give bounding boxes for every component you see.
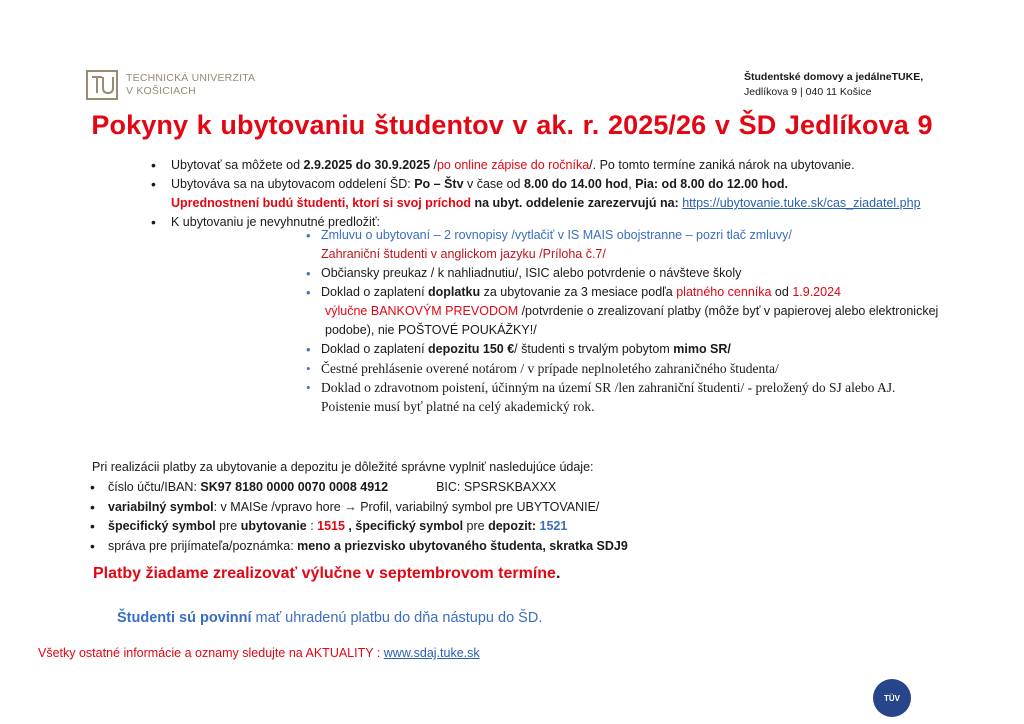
text: Ubytováva sa na ubytovacom oddelení ŠD:	[171, 177, 415, 191]
text: :	[306, 519, 318, 533]
text: .	[555, 565, 561, 582]
payment-deadline-note	[93, 565, 560, 583]
price-date: 1.9.2024	[792, 285, 841, 299]
required-docs-list	[321, 226, 1001, 416]
text: pre	[463, 519, 489, 533]
text: /potvrdenie o zrealizovaní platby (môže byť v papierovej alebo elektronickej	[518, 304, 939, 318]
text: za ubytovanie za 3 mesiace podľa	[480, 285, 677, 299]
text: pre	[215, 519, 241, 533]
label: správa pre prijímateľa/poznámka:	[108, 538, 298, 553]
sub-item-contract: • Zmluvu o ubytovaní – 2 rovnopisy /vytlačiť v IS MAIS obojstranne – pozri tlač zmluvy/	[321, 226, 1001, 245]
logo-line2: V KOŠICIACH	[126, 85, 196, 97]
label: variabilný symbol	[108, 499, 214, 514]
payment-variable-symbol	[108, 498, 628, 518]
text: Platby žiadame zrealizovať výlučne v septembrovom termíne	[93, 565, 556, 582]
list-item-dates	[171, 156, 991, 175]
text: na ubyt. oddelenie zarezervujú na:	[471, 196, 683, 210]
text: od	[771, 285, 793, 299]
date-range: 2.9.2025 do 30.9.2025	[303, 158, 431, 172]
list-item-hours	[171, 175, 991, 194]
payment-iban	[108, 478, 628, 498]
sub-item-contract-foreign: Zahraniční študenti v anglickom jazyku /Príloha č.7/	[321, 247, 606, 261]
students-obligation-note	[117, 610, 542, 626]
text: číslo účtu/IBAN:	[108, 480, 201, 494]
price-list: platného cenníka	[676, 285, 772, 299]
page-title: Pokyny k ubytovaniu študentov v ak. r. 2025/26 v ŠD Jedlíkova 9	[91, 110, 933, 140]
text: Doklad o zaplatení	[321, 342, 429, 356]
text: Ubytovať sa môžete od	[171, 158, 304, 172]
text: Všetky ostatné informácie a oznamy sledujte na AKTUALITY :	[38, 646, 384, 660]
sub-item-insurance-cont: Poistenie musí byť platné na celý akademický rok.	[321, 399, 595, 414]
text: v čase od	[463, 177, 524, 191]
sub-item-deposit	[321, 340, 1001, 359]
deposit-amount: depozitu 150 €	[428, 342, 515, 356]
priority-note: Uprednostnení budú študenti, ktorí si svoj príchod	[171, 196, 472, 210]
deposit-symbol: 1521	[536, 519, 568, 533]
tuv-certification-badge: TÜV	[873, 679, 911, 717]
sub-item-declaration: • Čestné prehlásenie overené notárom / v prípade neplnoletého zahraničného študenta/	[321, 359, 1001, 378]
enrollment-note: po online zápise do ročníka	[436, 158, 590, 172]
text: depozit:	[488, 519, 537, 533]
sub-item-payment-cont2: podobe), nie POŠTOVÉ POUKÁŽKY!/	[325, 323, 537, 337]
sub-item-payment-cont	[321, 302, 1001, 321]
logo-text	[126, 72, 255, 98]
address-line2: Jedlíkova 9 | 040 11 Košice	[744, 86, 872, 98]
text: /. Po tomto termíne zaniká nárok na ubytovanie.	[589, 158, 855, 172]
weekdays: Po – Štv	[414, 177, 464, 191]
accommodation-symbol: 1515	[317, 519, 345, 533]
reservation-link[interactable]: https://ubytovanie.tuke.sk/cas_ziadatel.php	[682, 196, 921, 210]
label: špecifický symbol	[108, 519, 216, 533]
hours: 8.00 do 14.00 hod	[523, 177, 629, 191]
logo-line1: TECHNICKÁ UNIVERZITA	[126, 72, 256, 84]
note-value: meno a priezvisko ubytovaného študenta, skratka SDJ9	[297, 538, 628, 553]
sub-item-insurance: • Doklad o zdravotnom poistení, účinným na území SR /len zahraniční študenti/ - preložený do SJ alebo AJ.	[321, 378, 1001, 397]
tuke-logo-icon	[86, 70, 118, 100]
payment-note	[108, 537, 628, 557]
list-item-required: • K ubytovaniu je nevyhnutné predložiť:	[171, 213, 991, 232]
sub-item-id: • Občiansky preukaz / k nahliadnutiu/, ISIC alebo potvrdenie o návšteve školy	[321, 264, 1001, 283]
news-note	[38, 646, 480, 660]
surcharge: doplatku	[428, 285, 481, 299]
news-link[interactable]: www.sdaj.tuke.sk	[383, 646, 480, 660]
university-logo	[86, 70, 255, 100]
label: špecifický symbol	[355, 519, 464, 533]
outside-sr: mimo SR/	[673, 342, 731, 356]
payment-specific-symbol	[108, 517, 628, 537]
bank-transfer-note: výlučne BANKOVÝM PREVODOM	[325, 304, 519, 318]
address-line1: Študentské domovy a jedálneTUKE,	[744, 71, 924, 83]
reservation-line	[171, 194, 991, 213]
iban-value: SK97 8180 0000 0070 0008 4912	[200, 480, 389, 494]
text: Doklad o zaplatení	[321, 285, 429, 299]
text: /	[430, 158, 437, 172]
text: ,	[344, 519, 356, 533]
address-block	[744, 70, 923, 100]
text: mať uhradenú platbu do dňa nástupu do ŠD.	[251, 610, 543, 626]
text: Študenti sú povinní	[117, 610, 252, 626]
payment-intro: Pri realizácii platby za ubytovanie a depozitu je dôležité správne vyplniť nasledujúce údaje:	[92, 460, 594, 474]
payment-list	[108, 478, 628, 556]
text: ,	[628, 177, 636, 191]
friday-hours: Pia: od 8.00 do 12.00 hod.	[635, 177, 788, 191]
text: / študenti s trvalým pobytom	[514, 342, 674, 356]
bic-value: BIC: SPSRSKBAXXX	[436, 480, 557, 494]
text: ubytovanie	[240, 519, 307, 533]
sub-item-payment	[321, 283, 1001, 302]
main-list	[171, 156, 991, 232]
text: : v MAISe /vpravo hore → Profil, variabilný symbol pre UBYTOVANIE/	[213, 499, 600, 514]
